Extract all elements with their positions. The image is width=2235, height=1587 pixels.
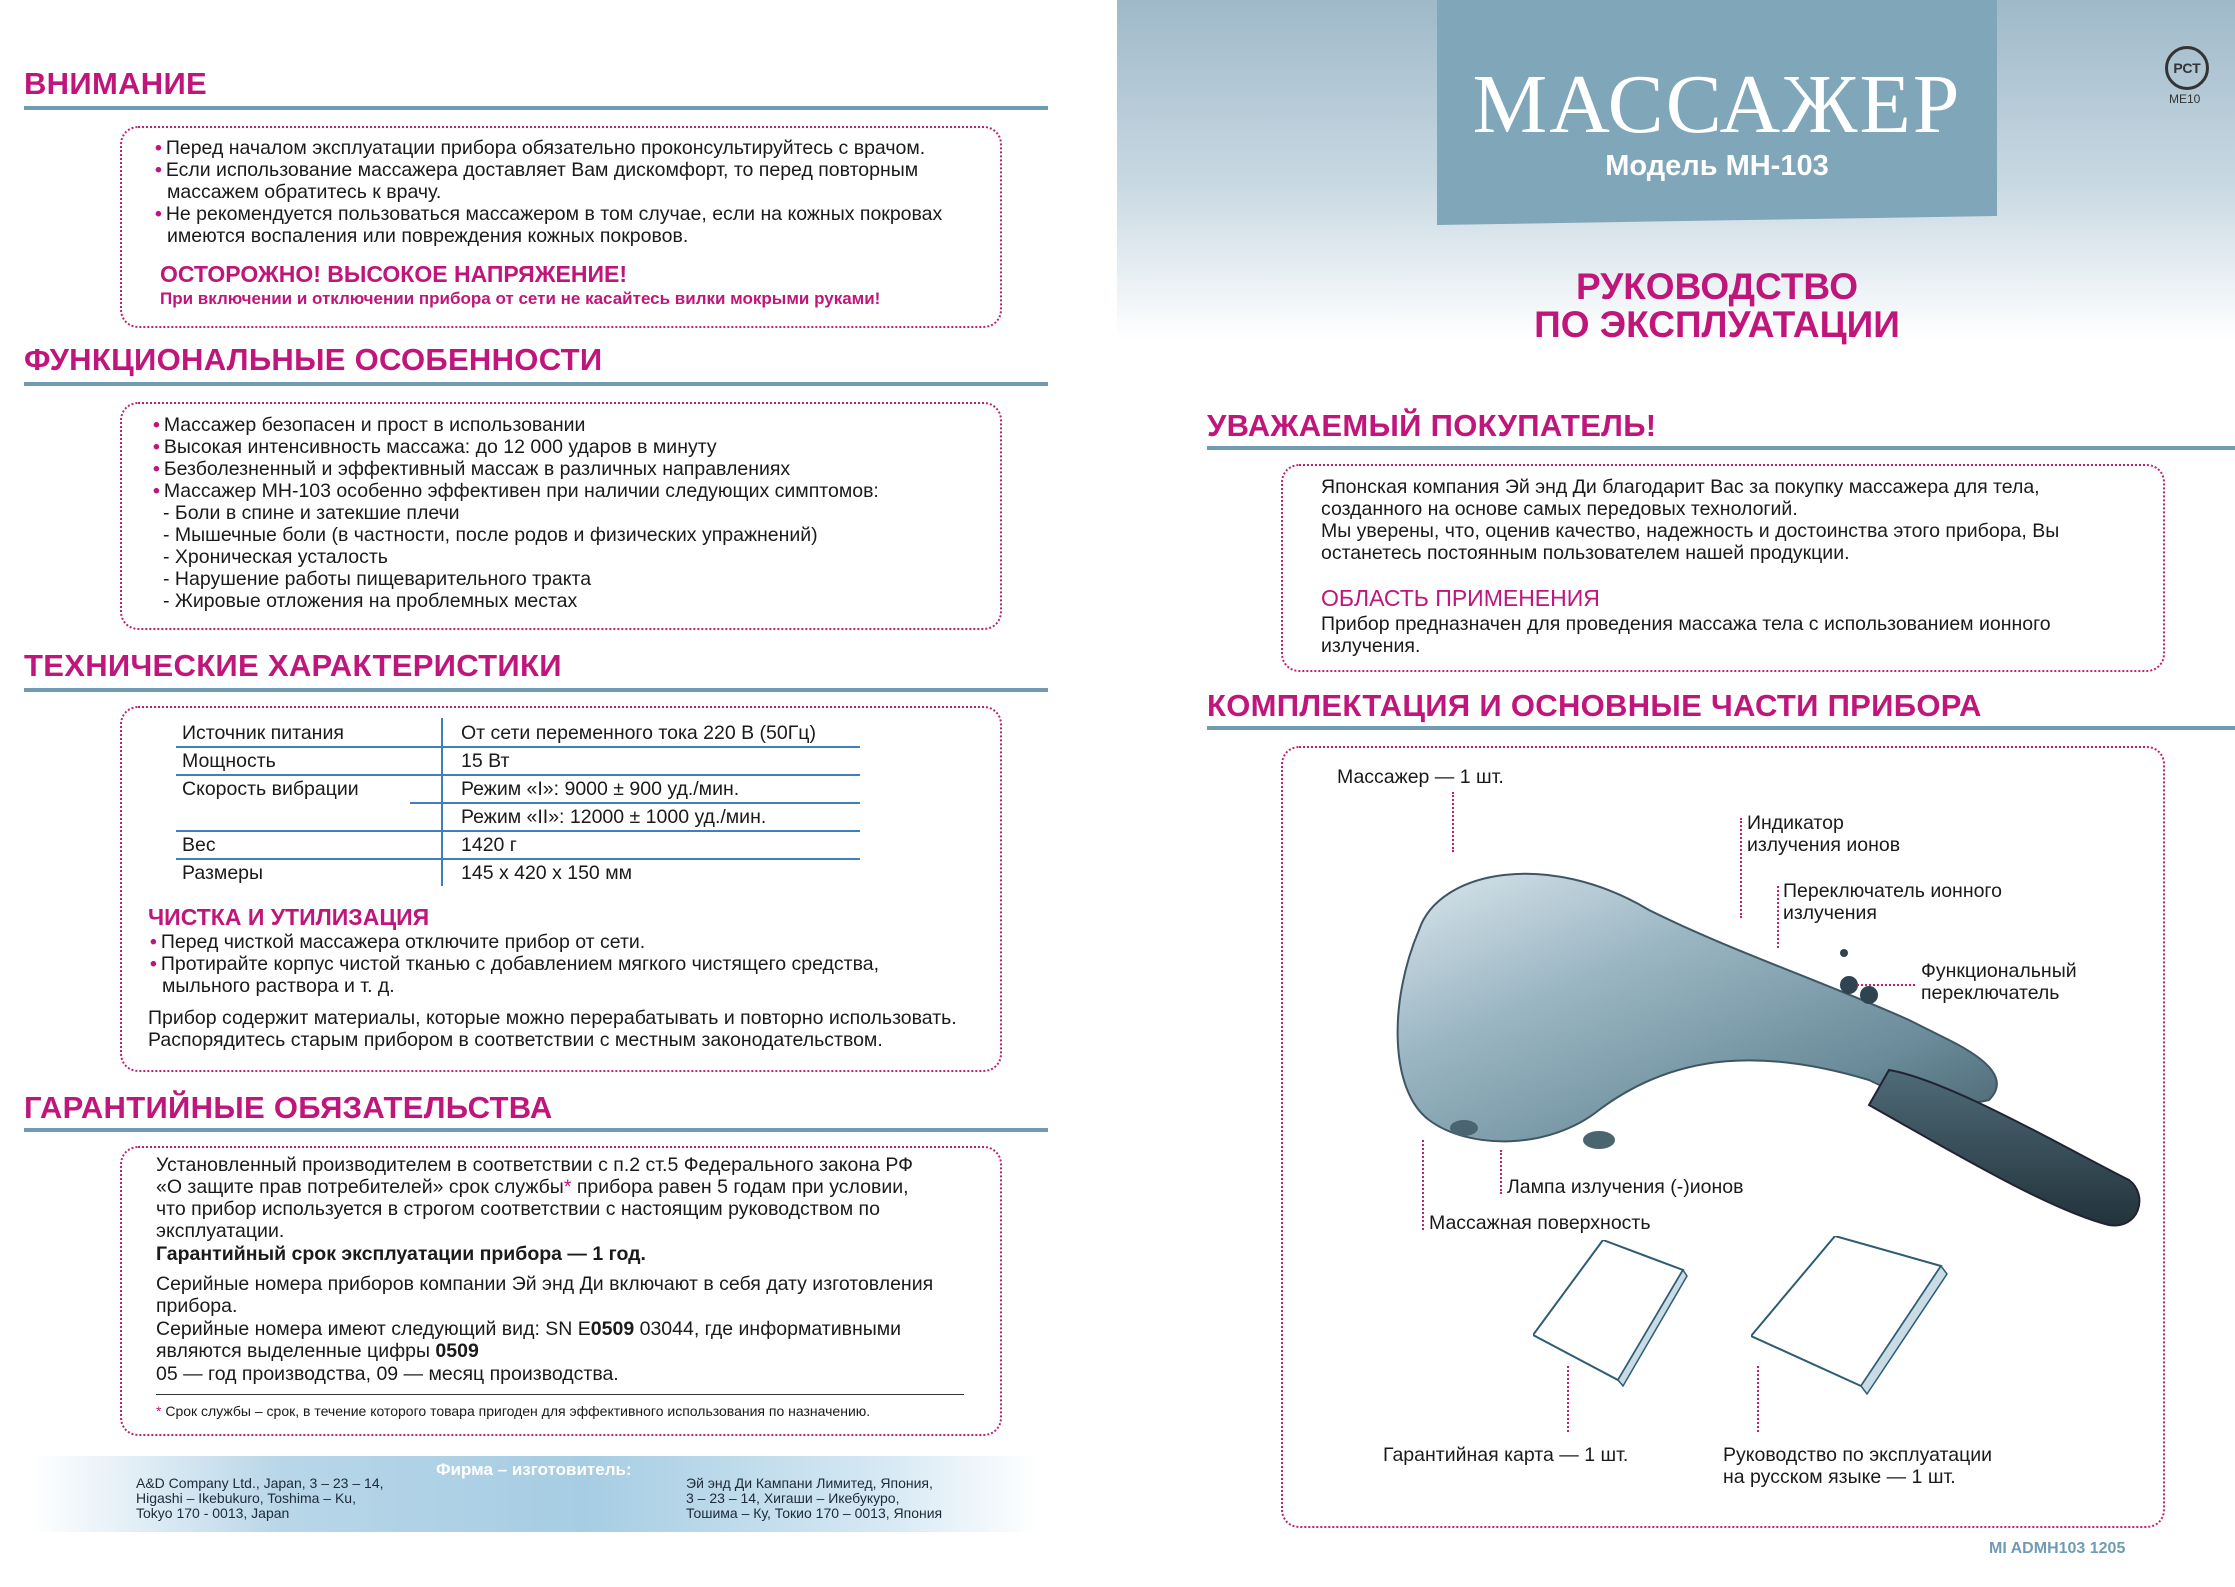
serial-text: Серийные номера приборов компании Эй энд Ди включают в себя дату изготовления (156, 1273, 934, 1295)
feature-item: • Массажер безопасен и прост в использовании (153, 414, 585, 436)
callout-manual: на русском языке — 1 шт. (1723, 1466, 1956, 1488)
leader-line (1740, 818, 1742, 918)
dear-customer-text: созданного на основе самых передовых технологий. (1321, 498, 1798, 520)
scope-text: излучения. (1321, 635, 1421, 657)
attention-item: • Не рекомендуется пользоваться массажером в том случае, если на кожных покровах (155, 203, 942, 225)
spec-value: 145 x 420 x 150 мм (461, 862, 633, 884)
spec-value: Режим «I»: 9000 ± 900 уд./мин. (461, 778, 740, 800)
manufacturer-en: A&D Company Ltd., Japan, 3 – 23 – 14, (136, 1475, 384, 1491)
callout-indicator: Индикатор (1747, 812, 1844, 834)
dear-customer-rule (1207, 446, 2235, 450)
attention-item: имеются воспаления или повреждения кожных покровов. (167, 225, 689, 247)
symptom-item: - Мышечные боли (в частности, после родов и физических упражнений) (163, 524, 818, 546)
callout-function-switch: Функциональный (1921, 960, 2077, 982)
footnote-divider (156, 1394, 964, 1395)
symptom-item: - Хроническая усталость (163, 546, 388, 568)
right-page (1117, 0, 2235, 1587)
leader-line (1857, 984, 1915, 986)
dear-customer-text: Японская компания Эй энд Ди благодарит Вас за покупку массажера для тела, (1321, 476, 2040, 498)
specs-row-line (176, 746, 860, 748)
brand-title: МАССАЖЕР (1472, 58, 1962, 151)
document-code: MI ADMH103 1205 (1989, 1540, 2126, 1557)
warranty-rule (24, 1128, 1048, 1132)
callout-surface: Массажная поверхность (1429, 1212, 1651, 1234)
left-page (0, 0, 1117, 1587)
leader-line (1567, 1366, 1569, 1432)
massager-illustration (1349, 850, 2189, 1240)
manufacturer-ru: Эй энд Ди Кампани Лимитед, Япония, (686, 1475, 933, 1491)
spec-value: 15 Вт (461, 750, 510, 772)
symptom-item: - Боли в спине и затекшие плечи (163, 502, 460, 524)
symptom-item: - Жировые отложения на проблемных местах (163, 590, 578, 612)
serial-text: являются выделенные цифры 0509 (156, 1340, 479, 1362)
callout-ion-switch: Переключатель ионного (1783, 880, 2002, 902)
manufacturer-ru: Тошима – Ку, Токио 170 – 0013, Япония (686, 1505, 943, 1521)
footnote: * Срок службы – срок, в течение которого товара пригоден для эффективного использования по назначению. (156, 1403, 871, 1419)
manufacturer-en: Higashi – Ikebukuro, Toshima – Ku, (136, 1490, 356, 1506)
cleaning-title: ЧИСТКА И УТИЛИЗАЦИЯ (148, 904, 430, 930)
warning-text: При включении и отключении прибора от сети не касайтесь вилки мокрыми руками! (160, 289, 881, 308)
parts-title: КОМПЛЕКТАЦИЯ И ОСНОВНЫЕ ЧАСТИ ПРИБОРА (1207, 688, 1982, 723)
cleaning-item: • Перед чисткой массажера отключите прибор от сети. (150, 931, 645, 953)
callout-indicator: излучения ионов (1747, 834, 1901, 856)
callout-warranty-card: Гарантийная карта — 1 шт. (1383, 1444, 1629, 1466)
warranty-text: Установленный производителем в соответствии с п.2 ст.5 Федерального закона РФ (156, 1154, 913, 1176)
callout-massager: Массажер — 1 шт. (1337, 766, 1504, 788)
attention-item: массажем обратитесь к врачу. (167, 181, 442, 203)
leader-line (1422, 1140, 1424, 1230)
leader-line (1452, 792, 1454, 852)
features-rule (24, 382, 1048, 386)
specs-row-line (410, 802, 860, 804)
leader-line (1757, 1366, 1759, 1432)
feature-item: • Высокая интенсивность массажа: до 12 000 ударов в минуту (153, 436, 717, 458)
attention-rule (24, 106, 1048, 110)
attention-item: • Если использование массажера доставляет Вам дискомфорт, то перед повторным (155, 159, 918, 181)
spec-label: Вес (182, 834, 216, 856)
recycle-text: Прибор содержит материалы, которые можно перерабатывать и повторно использовать. (148, 1007, 957, 1029)
manual-title-line2: ПО ЭКСПЛУАТАЦИИ (1534, 304, 1900, 345)
manual-title-line1: РУКОВОДСТВО (1576, 266, 1858, 307)
dear-customer-title: УВАЖАЕМЫЙ ПОКУПАТЕЛЬ! (1207, 408, 1657, 443)
spec-label: Скорость вибрации (182, 778, 359, 800)
warranty-text: что прибор используется в строгом соответствии с настоящим руководством по (156, 1198, 880, 1220)
specs-row-line (176, 858, 860, 860)
serial-text: 05 — год производства, 09 — месяц производства. (156, 1363, 619, 1385)
parts-rule (1207, 726, 2235, 730)
features-title: ФУНКЦИОНАЛЬНЫЕ ОСОБЕННОСТИ (24, 342, 603, 377)
warranty-title: ГАРАНТИЙНЫЕ ОБЯЗАТЕЛЬСТВА (24, 1090, 553, 1125)
spec-label: Мощность (182, 750, 276, 772)
scope-title: ОБЛАСТЬ ПРИМЕНЕНИЯ (1321, 585, 1600, 611)
callout-function-switch: переключатель (1921, 982, 2060, 1004)
certification-mark-icon: РСТ (2165, 46, 2209, 90)
manual-booklet-icon (1751, 1236, 1951, 1396)
specs-rule (24, 688, 1048, 692)
attention-title: ВНИМАНИЕ (24, 66, 208, 101)
scope-text: Прибор предназначен для проведения массажа тела с использованием ионного (1321, 613, 2051, 635)
feature-item: • Безболезненный и эффективный массаж в различных направлениях (153, 458, 790, 480)
manufacturer-ru: 3 – 23 – 14, Хигаши – Икебукуро, (686, 1490, 900, 1506)
manufacturer-en: Tokyo 170 - 0013, Japan (136, 1505, 290, 1521)
spec-value: От сети переменного тока 220 В (50Гц) (461, 722, 816, 744)
callout-ion-switch: излучения (1783, 902, 1877, 924)
specs-title: ТЕХНИЧЕСКИЕ ХАРАКТЕРИСТИКИ (24, 648, 562, 683)
spec-value: 1420 г (461, 834, 517, 856)
recycle-text: Распорядитесь старым прибором в соответствии с местным законодательством. (148, 1029, 883, 1051)
feature-item: • Массажер MH-103 особенно эффективен при наличии следующих симптомов: (153, 480, 879, 502)
spec-label: Источник питания (182, 722, 344, 744)
serial-text: Серийные номера имеют следующий вид: SN E0509 03044, где информативными (156, 1318, 902, 1340)
attention-item: • Перед началом эксплуатации прибора обязательно проконсультируйтесь с врачом. (155, 137, 925, 159)
specs-row-line (176, 774, 860, 776)
cleaning-item: мыльного раствора и т. д. (162, 975, 395, 997)
spec-label: Размеры (182, 862, 264, 884)
warranty-text: эксплуатации. (156, 1220, 285, 1242)
specs-row-line (176, 830, 860, 832)
dear-customer-text: Мы уверены, что, оценив качество, надежность и достоинства этого прибора, Вы (1321, 520, 2060, 542)
serial-text: прибора. (156, 1295, 238, 1317)
certification-code: МЕ10 (2169, 92, 2201, 106)
warranty-card-icon (1533, 1240, 1703, 1390)
cleaning-item: • Протирайте корпус чистой тканью с добавлением мягкого чистящего средства, (150, 953, 879, 975)
callout-manual: Руководство по эксплуатации (1723, 1444, 1993, 1466)
leader-line (1500, 1150, 1502, 1194)
warning-title: ОСТОРОЖНО! ВЫСОКОЕ НАПРЯЖЕНИЕ! (160, 261, 627, 287)
spec-value: Режим «II»: 12000 ± 1000 уд./мин. (461, 806, 767, 828)
symptom-item: - Нарушение работы пищеварительного тракта (163, 568, 592, 590)
leader-line (1777, 886, 1779, 948)
manufacturer-label: Фирма – изготовитель: (436, 1460, 632, 1479)
warranty-term: Гарантийный срок эксплуатации прибора — 1 год. (156, 1243, 646, 1265)
model-label: Модель MH-103 (1605, 150, 1829, 182)
dear-customer-text: останетесь постоянным пользователем нашей продукции. (1321, 542, 1850, 564)
callout-lamp: Лампа излучения (-)ионов (1507, 1176, 1744, 1198)
warranty-text: «О защите прав потребителей» срок службы* прибора равен 5 годам при условии, (156, 1176, 909, 1198)
